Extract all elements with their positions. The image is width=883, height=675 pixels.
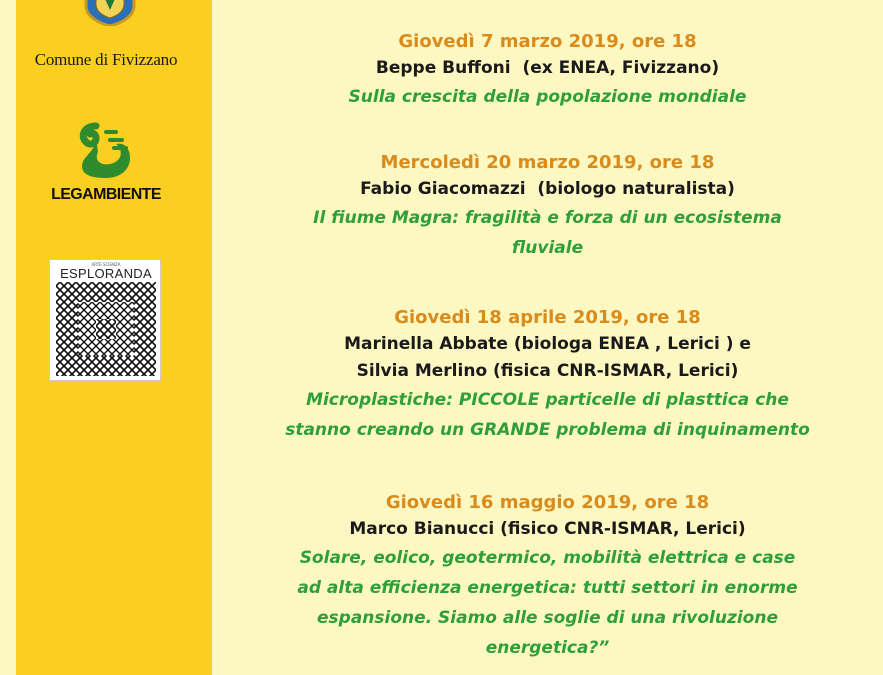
esploranda-maze-pattern-icon — [56, 282, 156, 376]
event-speaker: Beppe Buffoni (ex ENEA, Fivizzano) — [375, 58, 720, 78]
event-speaker: Fabio Giacomazzi (biologo naturalista) — [360, 179, 735, 199]
event-title: energetica?” — [485, 638, 610, 658]
event-title: Il fiume Magra: fragilità e forza di un ecosistema — [313, 208, 782, 228]
event-date: Giovedì 18 aprile 2019, ore 18 — [394, 307, 701, 328]
event-3 — [212, 305, 883, 445]
event-title: Microplastiche: PICCOLE particelle di plasttica che — [306, 390, 789, 410]
event-title: Sulla crescita della popolazione mondiale — [348, 87, 747, 107]
event-title: Solare, eolico, geotermico, mobilità elettrica e case — [299, 548, 796, 568]
event-speaker: Silvia Merlino (fisica CNR-ISMAR, Lerici) — [356, 361, 739, 381]
legambiente-swan-icon — [76, 122, 134, 180]
event-speaker: Marco Bianucci (fisico CNR-ISMAR, Lerici) — [349, 519, 746, 539]
event-4 — [212, 490, 883, 663]
event-date: Giovedì 7 marzo 2019, ore 18 — [398, 31, 697, 52]
esploranda-logo — [49, 259, 161, 381]
esploranda-tagline: ARTE SCIENZA — [91, 262, 121, 267]
esploranda-name: ESPLORANDA — [60, 266, 152, 281]
event-title: espansione. Siamo alle soglie di una rivoluzione — [317, 608, 778, 628]
sidebar-edge-strip — [0, 0, 16, 675]
comune-name: Comune di Fivizzano — [34, 50, 178, 69]
event-title: stanno creando un GRANDE problema di inquinamento — [285, 420, 810, 440]
event-2 — [212, 150, 883, 263]
event-1 — [212, 29, 883, 112]
legambiente-name: LEGAMBIENTE — [51, 186, 161, 203]
events-list — [212, 0, 883, 675]
event-title: ad alta efficienza energetica: tutti settori in enorme — [297, 578, 798, 598]
coat-of-arms-icon — [80, 0, 140, 26]
event-date: Mercoledì 20 marzo 2019, ore 18 — [380, 152, 715, 173]
sidebar — [0, 0, 212, 675]
event-date: Giovedì 16 maggio 2019, ore 18 — [385, 492, 710, 513]
event-title: fluviale — [511, 238, 584, 258]
event-speaker: Marinella Abbate (biologa ENEA , Lerici ) e — [344, 334, 751, 354]
